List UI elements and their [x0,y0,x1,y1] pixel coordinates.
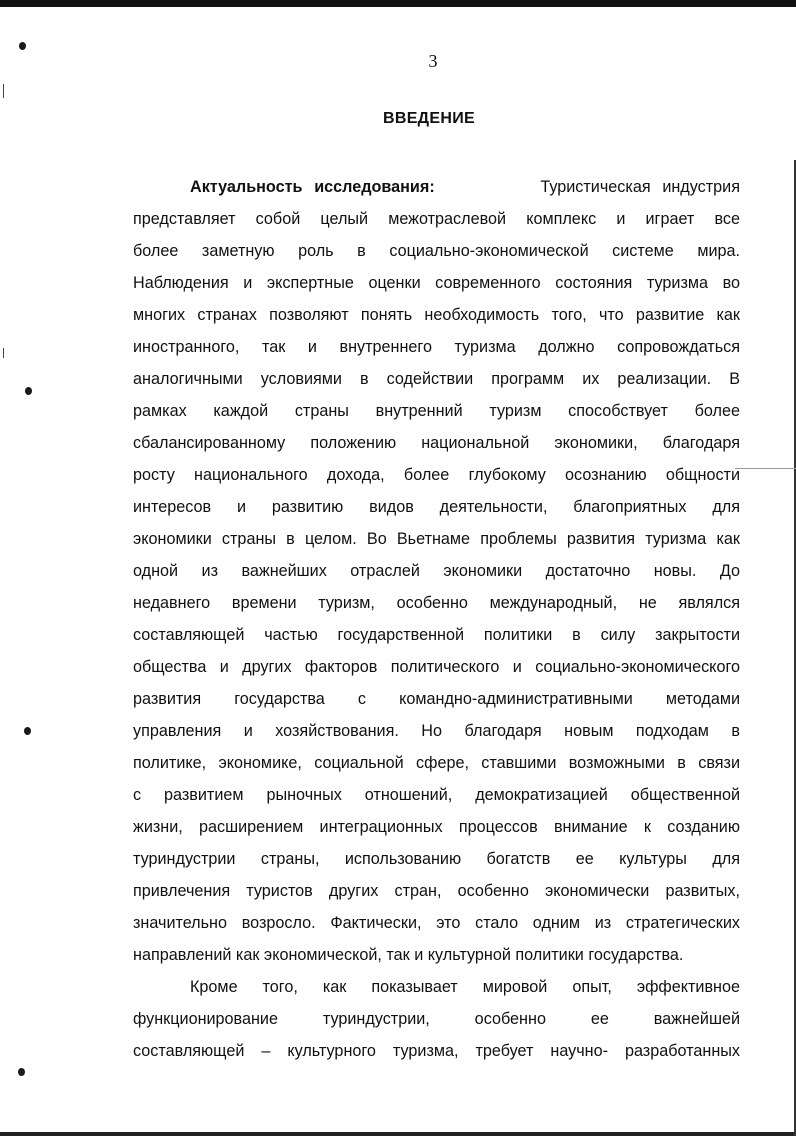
paragraph-line: интересов и развитию видов деятельности, благоприятных для [133,498,740,516]
paragraph-line: развития государства с командно-административными методами [133,690,740,708]
scan-top-border [0,0,796,7]
paragraph-line: экономики страны в целом. Во Вьетнаме проблемы развития туризма как [133,530,740,548]
paragraph-line: значительно возросло. Фактически, это стало одним из стратегических [133,914,740,932]
paragraph-line: политике, экономике, социальной сфере, ставшими возможными в связи [133,754,740,772]
binder-hole-mark [24,727,31,735]
paragraph-line: недавнего времени туризм, особенно международный, не являлся [133,594,740,612]
scan-edge-mark [3,84,4,98]
lead-term: Актуальность исследования: [190,178,435,196]
scan-bottom-border [0,1132,796,1136]
paragraph-line: Наблюдения и экспертные оценки современного состояния туризма во [133,274,740,292]
paragraph-line: туриндустрии страны, использованию богатств ее культуры для [133,850,740,868]
paragraph-line: представляет собой целый межотраслевой комплекс и играет все [133,210,740,228]
paragraph-line: рамках каждой страны внутренний туризм способствует более [133,402,740,420]
scan-artifact-line [735,468,796,469]
scan-edge-mark [3,348,4,358]
paragraph-line: привлечения туристов других стран, особенно экономически развитых, [133,882,740,900]
paragraph-text: Туристическая индустрия [540,178,740,196]
paragraph-line: направлений как экономической, так и культурной политики государства. [133,946,684,964]
paragraph-line: более заметную роль в социально-экономической системе мира. [133,242,740,260]
section-heading: ВВЕДЕНИЕ [383,110,475,127]
paragraph-line: одной из важнейших отраслей экономики достаточно новы. До [133,562,740,580]
paragraph-line: жизни, расширением интеграционных процессов внимание к созданию [133,818,740,836]
paragraph-line: общества и других факторов политического и социально-экономического [133,658,740,676]
binder-hole-mark [19,42,26,50]
paragraph-line: росту национального дохода, более глубокому осознанию общности [133,466,740,484]
paragraph-line: Кроме того, как показывает мировой опыт, эффективное [190,978,740,996]
paragraph-line: иностранного, так и внутреннего туризма должно сопровождаться [133,338,740,356]
paragraph-line [133,171,740,203]
paragraph-line: функционирование туриндустрии, особенно ее важнейшей [133,1010,740,1028]
paragraph-line: составляющей – культурного туризма, требует научно- разработанных [133,1042,740,1060]
paragraph-line: многих странах позволяют понять необходимость того, что развитие как [133,306,740,324]
document-body [133,171,740,1067]
paragraph-line: составляющей частью государственной политики в силу закрытости [133,626,740,644]
page-number: 3 [428,51,438,71]
paragraph-line: с развитием рыночных отношений, демократизацией общественной [133,786,740,804]
paragraph-line: управления и хозяйствования. Но благодаря новым подходам в [133,722,740,740]
binder-hole-mark [18,1068,25,1076]
binder-hole-mark [25,387,32,395]
paragraph-line: аналогичными условиями в содействии программ их реализации. В [133,370,740,388]
paragraph-line: сбалансированному положению национальной экономики, благодаря [133,434,740,452]
